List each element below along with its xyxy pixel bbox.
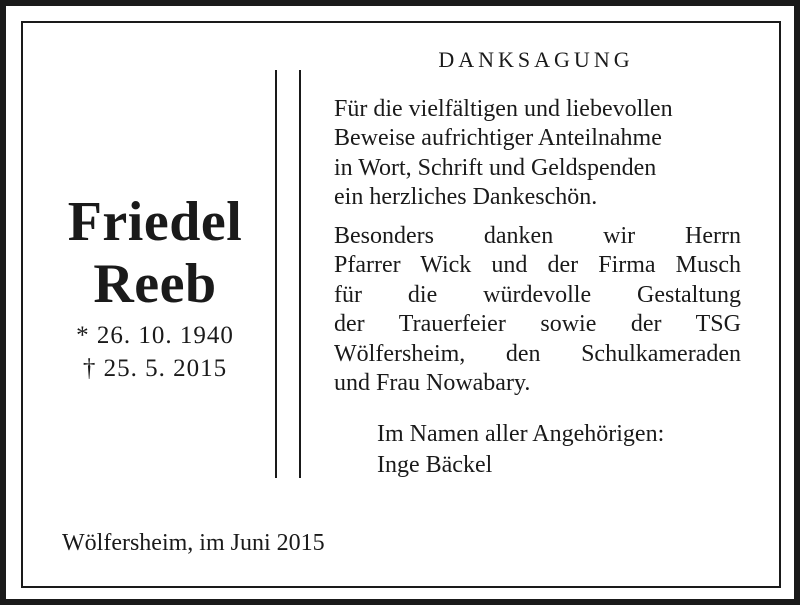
birth-date: * 26. 10. 1940: [76, 322, 234, 349]
paragraph-line: und Frau Nowabary.: [334, 370, 531, 397]
notice-heading: DANKSAGUNG: [438, 47, 634, 72]
paragraph-line: in Wort, Schrift und Geldspenden: [334, 154, 657, 181]
paragraph-line: Pfarrer Wick und der Firma Musch: [334, 252, 741, 279]
thanks-paragraph-1: [334, 95, 741, 213]
signature-intro: Im Namen aller Angehörigen:: [377, 421, 665, 447]
paragraph-line: Beweise aufrichtiger Anteilnahme: [334, 125, 662, 152]
death-date: † 25. 5. 2015: [82, 355, 228, 382]
paragraph-line: der Trauerfeier sowie der TSG: [334, 311, 741, 338]
deceased-first-name: Friedel: [67, 191, 243, 253]
paragraph-line: Besonders danken wir Herrn: [334, 223, 741, 249]
paragraph-line: Für die vielfältigen und liebevollen: [334, 96, 673, 122]
deceased-last-name: Reeb: [93, 253, 217, 315]
signature-name: Inge Bäckel: [377, 452, 493, 478]
thanks-paragraph-2: [334, 222, 741, 398]
signature-block: [377, 419, 664, 481]
place-and-date: Wölfersheim, im Juni 2015: [62, 530, 325, 556]
divider-line-right: [299, 70, 301, 478]
paragraph-line: für die würdevolle Gestaltung: [334, 281, 741, 308]
paragraph-line: ein herzliches Dankeschön.: [334, 184, 598, 211]
paragraph-line: Wölfersheim, den Schulkameraden: [334, 340, 741, 367]
